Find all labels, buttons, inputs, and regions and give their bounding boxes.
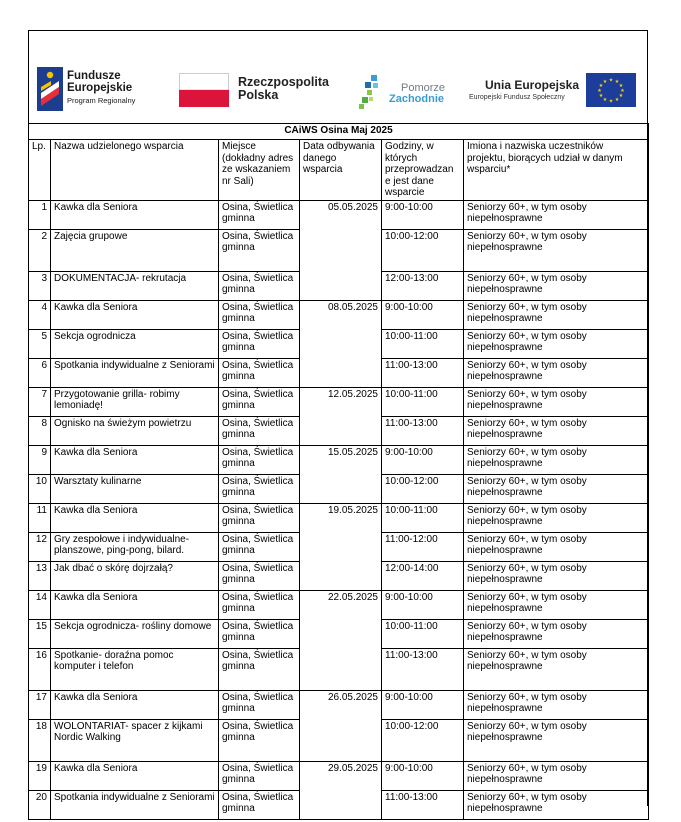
row-number: 10 bbox=[29, 474, 51, 503]
support-participants bbox=[464, 790, 649, 819]
support-hours: 11:00-13:00 bbox=[382, 416, 464, 445]
rp-title bbox=[238, 76, 329, 102]
table-row bbox=[29, 329, 649, 358]
participants-line: Seniorzy 60+, w tym osoby bbox=[467, 446, 587, 458]
participants-line: niepełnosprawne bbox=[467, 371, 543, 382]
support-hours: 10:00-11:00 bbox=[382, 503, 464, 532]
row-number: 3 bbox=[29, 271, 51, 300]
support-hours: 10:00-11:00 bbox=[382, 387, 464, 416]
row-number: 15 bbox=[29, 619, 51, 648]
place-line: gminna bbox=[222, 429, 255, 440]
header-lp: Lp. bbox=[29, 140, 51, 201]
row-number: 5 bbox=[29, 329, 51, 358]
participants-line: niepełnosprawne bbox=[467, 732, 543, 743]
place-line: gminna bbox=[222, 458, 255, 469]
support-date: 19.05.2025 bbox=[300, 503, 382, 532]
support-date bbox=[300, 416, 382, 445]
support-place bbox=[219, 590, 300, 619]
row-number: 9 bbox=[29, 445, 51, 474]
svg-text:★: ★ bbox=[614, 97, 620, 103]
support-place bbox=[219, 532, 300, 561]
place-line: gminna bbox=[222, 574, 255, 585]
fe-line2: Europejskie bbox=[67, 82, 133, 94]
header-people-line: wsparciu* bbox=[467, 164, 511, 175]
row-number: 16 bbox=[29, 648, 51, 690]
table-row bbox=[29, 590, 649, 619]
support-name: Kawka dla Seniora bbox=[51, 590, 219, 619]
header-people bbox=[464, 140, 649, 201]
place-line: gminna bbox=[222, 632, 255, 643]
support-participants bbox=[464, 387, 649, 416]
support-place bbox=[219, 445, 300, 474]
support-date bbox=[300, 790, 382, 819]
place-line: Osina, Świetlica bbox=[222, 649, 294, 661]
header-date-line: Data odbywania bbox=[303, 141, 375, 152]
support-place bbox=[219, 271, 300, 300]
place-line: Osina, Świetlica bbox=[222, 504, 294, 516]
support-participants bbox=[464, 561, 649, 590]
place-line: gminna bbox=[222, 242, 255, 253]
header-place bbox=[219, 140, 300, 201]
support-name: Spotkanie- doraźna pomoc komputer i telefon bbox=[51, 648, 219, 690]
table-row bbox=[29, 690, 649, 719]
participants-line: Seniorzy 60+, w tym osoby bbox=[467, 475, 587, 487]
header-hours-line: których bbox=[385, 152, 418, 164]
support-date: 26.05.2025 bbox=[300, 690, 382, 719]
support-name: Kawka dla Seniora bbox=[51, 445, 219, 474]
header-place-line: Miejsce bbox=[222, 141, 256, 152]
fe-subtitle: Program Regionalny bbox=[67, 96, 136, 105]
header-name: Nazwa udzielonego wsparcia bbox=[51, 140, 219, 201]
support-participants bbox=[464, 300, 649, 329]
support-hours: 11:00-13:00 bbox=[382, 648, 464, 690]
participants-line: niepełnosprawne bbox=[467, 429, 543, 440]
support-hours: 9:00-10:00 bbox=[382, 690, 464, 719]
participants-line: niepełnosprawne bbox=[467, 400, 543, 411]
support-hours: 11:00-13:00 bbox=[382, 790, 464, 819]
place-line: gminna bbox=[222, 732, 255, 743]
support-date: 15.05.2025 bbox=[300, 445, 382, 474]
support-participants bbox=[464, 358, 649, 387]
support-participants bbox=[464, 761, 649, 790]
table-row bbox=[29, 719, 649, 761]
header-hours-line: wsparcie bbox=[385, 187, 425, 198]
support-participants bbox=[464, 590, 649, 619]
pz-line1: Pomorze bbox=[401, 82, 446, 94]
support-date bbox=[300, 271, 382, 300]
support-participants bbox=[464, 503, 649, 532]
support-name: DOKUMENTACJA- rekrutacja bbox=[51, 271, 219, 300]
place-line: gminna bbox=[222, 703, 255, 714]
place-line: Osina, Świetlica bbox=[222, 762, 294, 774]
table-row bbox=[29, 619, 649, 648]
place-line: gminna bbox=[222, 661, 255, 672]
support-date bbox=[300, 719, 382, 761]
support-name: Zajęcia grupowe bbox=[51, 229, 219, 271]
support-participants bbox=[464, 648, 649, 690]
support-participants bbox=[464, 445, 649, 474]
pz-title bbox=[389, 83, 445, 105]
support-place bbox=[219, 761, 300, 790]
polish-flag-icon bbox=[179, 73, 229, 107]
support-name: Ognisko na świeżym powietrzu bbox=[51, 416, 219, 445]
place-line: gminna bbox=[222, 545, 255, 556]
support-participants bbox=[464, 200, 649, 229]
participants-line: niepełnosprawne bbox=[467, 516, 543, 527]
support-date bbox=[300, 619, 382, 648]
support-participants bbox=[464, 229, 649, 271]
place-line: Osina, Świetlica bbox=[222, 475, 294, 487]
support-place bbox=[219, 200, 300, 229]
place-line: Osina, Świetlica bbox=[222, 417, 294, 429]
support-participants bbox=[464, 690, 649, 719]
support-name: Kawka dla Seniora bbox=[51, 300, 219, 329]
participants-line: Seniorzy 60+, w tym osoby bbox=[467, 533, 587, 545]
participants-line: niepełnosprawne bbox=[467, 458, 543, 469]
support-place bbox=[219, 229, 300, 271]
table-title: CAiWS Osina Maj 2025 bbox=[29, 124, 649, 140]
support-place bbox=[219, 329, 300, 358]
header-date-line: wsparcia bbox=[303, 164, 343, 175]
place-line: Osina, Świetlica bbox=[222, 330, 294, 342]
header-hours-line: e jest dane bbox=[385, 175, 434, 187]
table-row bbox=[29, 200, 649, 229]
participants-line: Seniorzy 60+, w tym osoby bbox=[467, 359, 587, 371]
table-row bbox=[29, 300, 649, 329]
row-number: 19 bbox=[29, 761, 51, 790]
row-number: 2 bbox=[29, 229, 51, 271]
support-participants bbox=[464, 532, 649, 561]
svg-text:★: ★ bbox=[614, 79, 620, 85]
svg-text:★: ★ bbox=[618, 83, 624, 89]
participants-line: niepełnosprawne bbox=[467, 545, 543, 556]
row-number: 6 bbox=[29, 358, 51, 387]
support-place bbox=[219, 387, 300, 416]
place-line: Osina, Świetlica bbox=[222, 272, 294, 284]
participants-line: Seniorzy 60+, w tym osoby bbox=[467, 591, 587, 603]
support-name: Sekcja ogrodnicza bbox=[51, 329, 219, 358]
row-number: 4 bbox=[29, 300, 51, 329]
support-hours: 9:00-10:00 bbox=[382, 300, 464, 329]
participants-line: niepełnosprawne bbox=[467, 284, 543, 295]
rp-line1: Rzeczpospolita bbox=[238, 75, 329, 89]
support-name: Spotkania indywidualne z Seniorami bbox=[51, 358, 219, 387]
pz-line2: Zachodnie bbox=[389, 93, 445, 105]
support-schedule-table bbox=[28, 123, 649, 820]
support-date bbox=[300, 561, 382, 590]
row-number: 1 bbox=[29, 200, 51, 229]
svg-text:★: ★ bbox=[597, 88, 602, 94]
support-hours: 9:00-10:00 bbox=[382, 590, 464, 619]
support-place bbox=[219, 719, 300, 761]
place-line: gminna bbox=[222, 803, 255, 814]
row-number: 18 bbox=[29, 719, 51, 761]
support-hours: 10:00-12:00 bbox=[382, 474, 464, 503]
participants-line: Seniorzy 60+, w tym osoby bbox=[467, 762, 587, 774]
support-name: Jak dbać o skórę dojrzałą? bbox=[51, 561, 219, 590]
support-place bbox=[219, 690, 300, 719]
support-name: WOLONTARIAT- spacer z kijkami Nordic Walking bbox=[51, 719, 219, 761]
place-line: Osina, Świetlica bbox=[222, 562, 294, 574]
place-line: Osina, Świetlica bbox=[222, 720, 294, 732]
support-place bbox=[219, 416, 300, 445]
participants-line: Seniorzy 60+, w tym osoby bbox=[467, 720, 587, 732]
support-hours: 10:00-12:00 bbox=[382, 719, 464, 761]
table-row bbox=[29, 229, 649, 271]
place-line: Osina, Świetlica bbox=[222, 620, 294, 632]
support-participants bbox=[464, 416, 649, 445]
participants-line: Seniorzy 60+, w tym osoby bbox=[467, 791, 587, 803]
support-name: Warsztaty kulinarne bbox=[51, 474, 219, 503]
svg-text:★: ★ bbox=[598, 93, 604, 99]
participants-line: Seniorzy 60+, w tym osoby bbox=[467, 504, 587, 516]
support-participants bbox=[464, 619, 649, 648]
row-number: 11 bbox=[29, 503, 51, 532]
place-line: Osina, Świetlica bbox=[222, 591, 294, 603]
support-place bbox=[219, 790, 300, 819]
participants-line: niepełnosprawne bbox=[467, 574, 543, 585]
logo-header bbox=[29, 31, 647, 123]
place-line: gminna bbox=[222, 774, 255, 785]
table-row bbox=[29, 532, 649, 561]
support-hours: 9:00-10:00 bbox=[382, 761, 464, 790]
support-date bbox=[300, 229, 382, 271]
support-place bbox=[219, 648, 300, 690]
place-line: Osina, Świetlica bbox=[222, 201, 294, 213]
place-line: Osina, Świetlica bbox=[222, 301, 294, 313]
header-hours bbox=[382, 140, 464, 201]
place-line: Osina, Świetlica bbox=[222, 230, 294, 242]
fundusze-europejskie-icon bbox=[37, 67, 63, 111]
support-name: Kawka dla Seniora bbox=[51, 690, 219, 719]
support-place bbox=[219, 300, 300, 329]
support-name: Kawka dla Seniora bbox=[51, 503, 219, 532]
table-row bbox=[29, 503, 649, 532]
place-line: gminna bbox=[222, 516, 255, 527]
header-date-line: danego bbox=[303, 152, 337, 164]
place-line: gminna bbox=[222, 603, 255, 614]
participants-line: Seniorzy 60+, w tym osoby bbox=[467, 388, 587, 400]
support-name: Kawka dla Seniora bbox=[51, 200, 219, 229]
support-name: Spotkania indywidualne z Seniorami bbox=[51, 790, 219, 819]
participants-line: niepełnosprawne bbox=[467, 803, 543, 814]
row-number: 14 bbox=[29, 590, 51, 619]
table-row bbox=[29, 445, 649, 474]
support-participants bbox=[464, 271, 649, 300]
place-line: gminna bbox=[222, 487, 255, 498]
header-hours-line: przeprowadzan bbox=[385, 164, 454, 175]
participants-line: Seniorzy 60+, w tym osoby bbox=[467, 691, 587, 703]
place-line: Osina, Świetlica bbox=[222, 359, 294, 371]
place-line: gminna bbox=[222, 371, 255, 382]
table-row bbox=[29, 648, 649, 690]
participants-line: niepełnosprawne bbox=[467, 242, 543, 253]
support-hours: 12:00-14:00 bbox=[382, 561, 464, 590]
support-date bbox=[300, 648, 382, 690]
support-date: 29.05.2025 bbox=[300, 761, 382, 790]
support-name: Gry zespołowe i indywidualne- planszowe, ping-pong, bilard. bbox=[51, 532, 219, 561]
support-hours: 9:00-10:00 bbox=[382, 200, 464, 229]
participants-line: Seniorzy 60+, w tym osoby bbox=[467, 330, 587, 342]
support-date: 08.05.2025 bbox=[300, 300, 382, 329]
support-hours: 9:00-10:00 bbox=[382, 445, 464, 474]
svg-text:★: ★ bbox=[608, 98, 614, 105]
table-row bbox=[29, 474, 649, 503]
support-date: 22.05.2025 bbox=[300, 590, 382, 619]
header-hours-line: Godziny, w bbox=[385, 141, 434, 152]
row-number: 12 bbox=[29, 532, 51, 561]
svg-text:★: ★ bbox=[598, 83, 604, 89]
eu-flag-icon bbox=[586, 73, 636, 107]
rp-line2: Polska bbox=[238, 88, 279, 102]
row-number: 17 bbox=[29, 690, 51, 719]
header-place-line: ze wskazaniem bbox=[222, 164, 291, 175]
participants-line: Seniorzy 60+, w tym osoby bbox=[467, 230, 587, 242]
participants-line: niepełnosprawne bbox=[467, 213, 543, 224]
fe-title bbox=[67, 70, 132, 94]
support-place bbox=[219, 561, 300, 590]
table-row bbox=[29, 790, 649, 819]
svg-text:★: ★ bbox=[602, 79, 608, 85]
participants-line: Seniorzy 60+, w tym osoby bbox=[467, 301, 587, 313]
participants-line: niepełnosprawne bbox=[467, 313, 543, 324]
table-header-row bbox=[29, 140, 649, 201]
svg-text:★: ★ bbox=[618, 93, 624, 99]
svg-text:★: ★ bbox=[602, 97, 608, 103]
support-date: 05.05.2025 bbox=[300, 200, 382, 229]
support-hours: 12:00-13:00 bbox=[382, 271, 464, 300]
place-line: gminna bbox=[222, 213, 255, 224]
place-line: Osina, Świetlica bbox=[222, 791, 294, 803]
participants-line: niepełnosprawne bbox=[467, 703, 543, 714]
row-number: 20 bbox=[29, 790, 51, 819]
support-place bbox=[219, 619, 300, 648]
support-participants bbox=[464, 329, 649, 358]
table-row bbox=[29, 358, 649, 387]
place-line: gminna bbox=[222, 313, 255, 324]
participants-line: niepełnosprawne bbox=[467, 632, 543, 643]
support-hours: 10:00-11:00 bbox=[382, 329, 464, 358]
participants-line: niepełnosprawne bbox=[467, 661, 543, 672]
fe-line1: Fundusze bbox=[67, 70, 121, 82]
table-row bbox=[29, 387, 649, 416]
participants-line: Seniorzy 60+, w tym osoby bbox=[467, 562, 587, 574]
support-participants bbox=[464, 719, 649, 761]
participants-line: Seniorzy 60+, w tym osoby bbox=[467, 620, 587, 632]
ue-title: Unia Europejska bbox=[485, 78, 580, 92]
svg-text:★: ★ bbox=[620, 88, 625, 94]
participants-line: Seniorzy 60+, w tym osoby bbox=[467, 417, 587, 429]
place-line: Osina, Świetlica bbox=[222, 691, 294, 703]
header-people-line: projektu, biorących udział w danym bbox=[467, 152, 623, 164]
support-date bbox=[300, 358, 382, 387]
participants-line: Seniorzy 60+, w tym osoby bbox=[467, 649, 587, 661]
header-people-line: Imiona i nazwiska uczestników bbox=[467, 141, 604, 152]
support-date bbox=[300, 329, 382, 358]
support-place bbox=[219, 503, 300, 532]
participants-line: Seniorzy 60+, w tym osoby bbox=[467, 272, 587, 284]
place-line: Osina, Świetlica bbox=[222, 388, 294, 400]
participants-line: niepełnosprawne bbox=[467, 342, 543, 353]
participants-line: niepełnosprawne bbox=[467, 603, 543, 614]
support-date bbox=[300, 532, 382, 561]
table-row bbox=[29, 416, 649, 445]
row-number: 8 bbox=[29, 416, 51, 445]
support-place bbox=[219, 474, 300, 503]
participants-line: niepełnosprawne bbox=[467, 487, 543, 498]
ue-subtitle: Europejski Fundusz Społeczny bbox=[469, 94, 565, 101]
participants-line: Seniorzy 60+, w tym osoby bbox=[467, 201, 587, 213]
support-hours: 10:00-12:00 bbox=[382, 229, 464, 271]
support-date bbox=[300, 474, 382, 503]
support-date: 12.05.2025 bbox=[300, 387, 382, 416]
svg-text:★: ★ bbox=[608, 77, 614, 84]
support-hours: 11:00-12:00 bbox=[382, 532, 464, 561]
pomorze-zachodnie-icon bbox=[357, 73, 389, 111]
fundusze-europejskie-logo bbox=[37, 67, 177, 111]
place-line: Osina, Świetlica bbox=[222, 533, 294, 545]
header-place-line: (dokładny adres bbox=[222, 152, 294, 164]
participants-line: niepełnosprawne bbox=[467, 774, 543, 785]
support-hours: 11:00-13:00 bbox=[382, 358, 464, 387]
support-name: Kawka dla Seniora bbox=[51, 761, 219, 790]
row-number: 7 bbox=[29, 387, 51, 416]
support-place bbox=[219, 358, 300, 387]
support-name: Sekcja ogrodnicza- rośliny domowe bbox=[51, 619, 219, 648]
row-number: 13 bbox=[29, 561, 51, 590]
place-line: gminna bbox=[222, 400, 255, 411]
place-line: Osina, Świetlica bbox=[222, 446, 294, 458]
place-line: gminna bbox=[222, 342, 255, 353]
header-place-line: nr Sali) bbox=[222, 175, 254, 187]
table-row bbox=[29, 761, 649, 790]
support-name: Przygotowanie grilla- robimy lemoniadę! bbox=[51, 387, 219, 416]
header-date bbox=[300, 140, 382, 201]
table-row bbox=[29, 271, 649, 300]
support-hours: 10:00-11:00 bbox=[382, 619, 464, 648]
table-row bbox=[29, 561, 649, 590]
place-line: gminna bbox=[222, 284, 255, 295]
support-participants bbox=[464, 474, 649, 503]
